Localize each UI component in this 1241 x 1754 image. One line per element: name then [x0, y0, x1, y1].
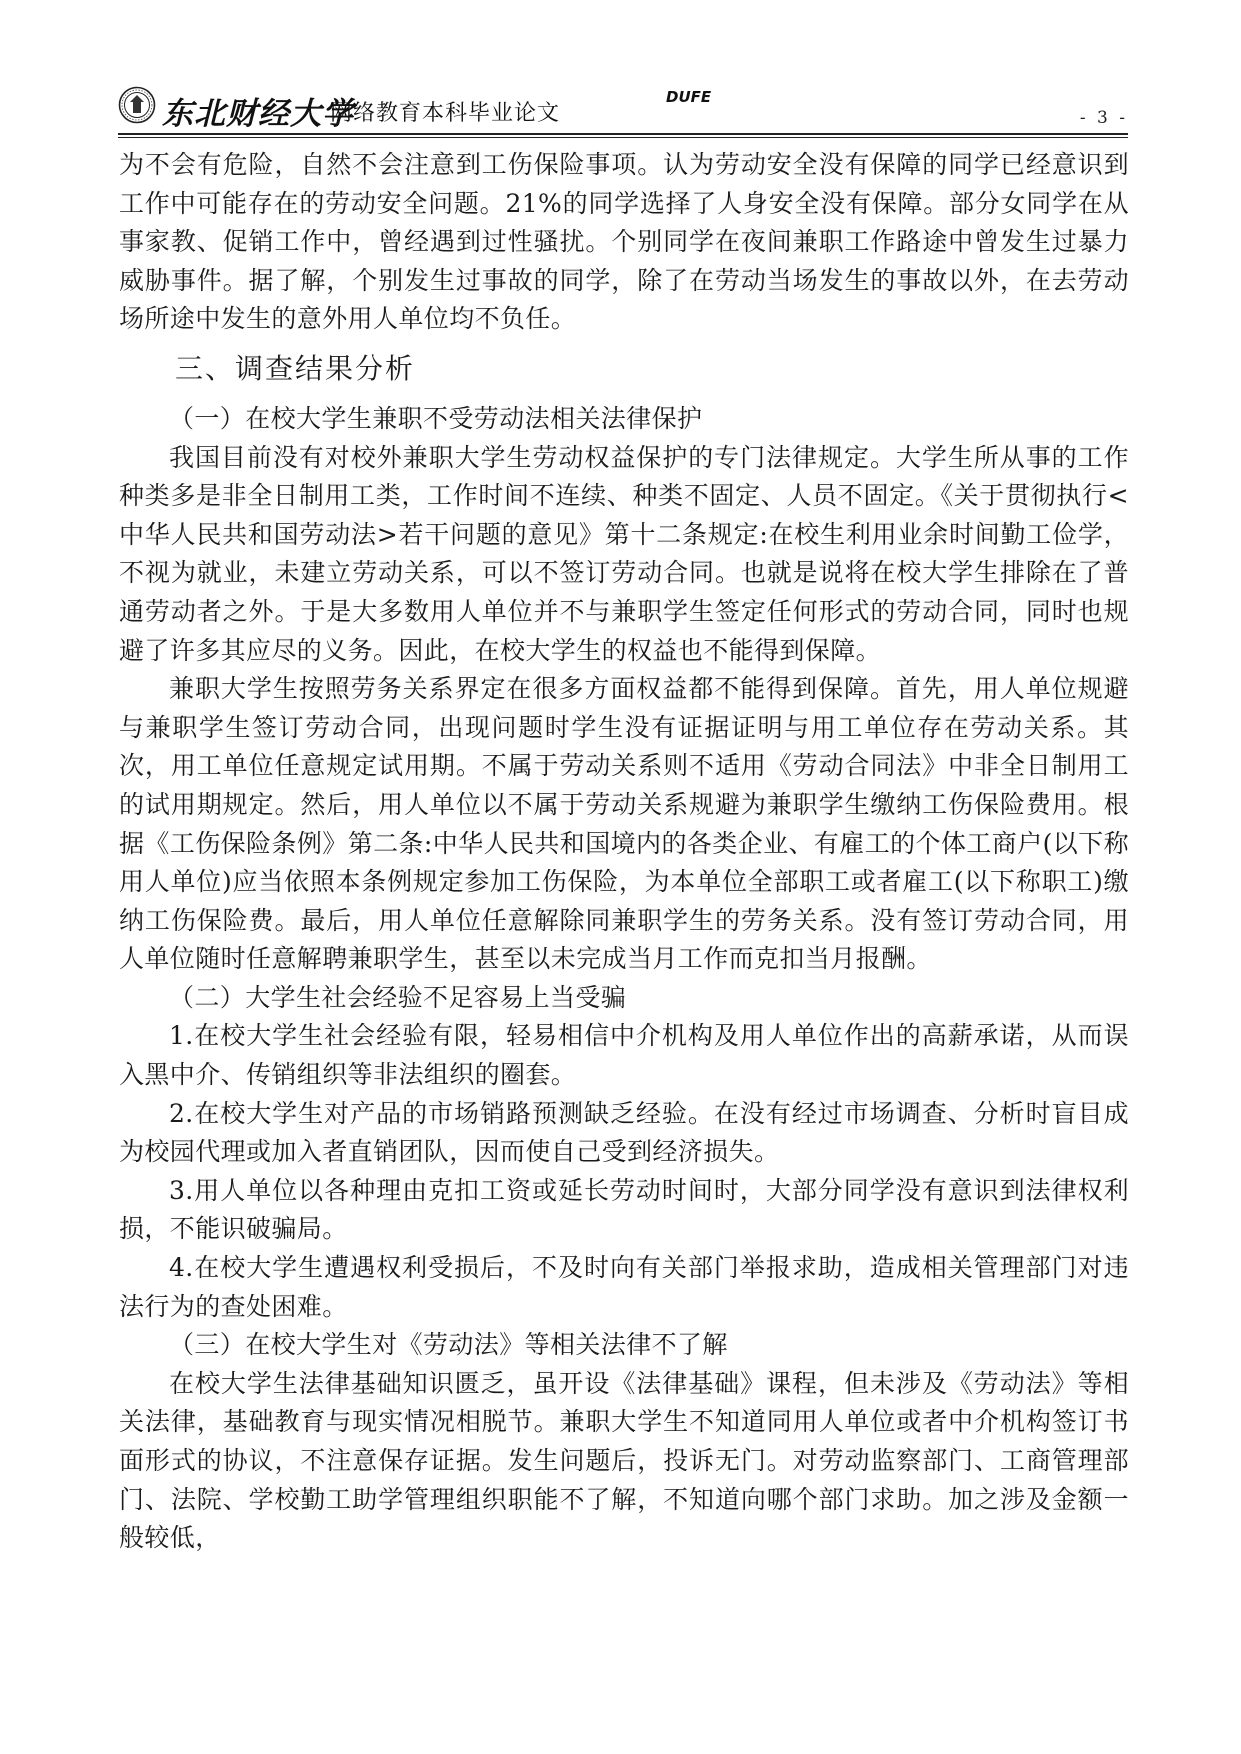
paragraph: 我国目前没有对校外兼职大学生劳动权益保护的专门法律规定。大学生所从事的工作种类多是非全日制用工类，工作时间不连续、种类不固定、人员不固定。《关于贯彻执行<中华人民共和国劳动法>若干问题的意见》第十二条规定:在校生利用业余时间勤工俭学，不视为就业，未建立劳动关系，可以不签订劳动合同。也就是说将在校大学生排除在了普通劳动者之外。于是大多数用人单位并不与兼职学生签定任何形式的劳动合同，同时也规避了许多其应尽的义务。因此，在校大学生的权益也不能得到保障。 — [119, 442, 1129, 665]
list-item: 1.在校大学生社会经验有限，轻易相信中介机构及用人单位作出的高薪承诺，从而误入黑中介、传销组织等非法组织的圈套。 — [119, 1021, 1129, 1090]
document-body — [119, 146, 1129, 1558]
subsection-heading: （三）在校大学生对《劳动法》等相关法律不了解 — [169, 1330, 728, 1360]
header-rule — [118, 133, 1128, 135]
university-name: 东北财经大学 — [162, 96, 354, 132]
page-header — [118, 84, 1128, 132]
subsection-heading: （一）在校大学生兼职不受劳动法相关法律保护 — [169, 403, 703, 433]
list-item: 2.在校大学生对产品的市场销路预测缺乏经验。在没有经过市场调查、分析时盲目成为校园代理或加入者直销团队，因而使自己受到经济损失。 — [119, 1098, 1129, 1167]
dufe-brand-mark: DUFE — [666, 88, 712, 106]
header-subtitle: 网络教育本科毕业论文 — [330, 101, 561, 126]
section-heading: 三、调查结果分析 — [175, 351, 416, 385]
paragraph: 兼职大学生按照劳务关系界定在很多方面权益都不能得到保障。首先，用人单位规避与兼职学生签订劳动合同，出现问题时学生没有证据证明与用工单位存在劳动关系。其次，用工单位任意规定试用期。不属于劳动关系则不适用《劳动合同法》中非全日制用工的试用期规定。然后，用人单位以不属于劳动关系规避为兼职学生缴纳工伤保险费用。根据《工伤保险条例》第二条:中华人民共和国境内的各类企业、有雇工的个体工商户(以下称用人单位)应当依照本条例规定参加工伤保险，为本单位全部职工或者雇工(以下称职工)缴纳工伤保险费。最后，用人单位任意解除同兼职学生的劳务关系。没有签订劳动合同，用人单位随时任意解聘兼职学生，甚至以未完成当月工作而克扣当月报酬。 — [119, 674, 1129, 974]
list-item: 3.用人单位以各种理由克扣工资或延长劳动时间时，大部分同学没有意识到法律权利损，不能识破骗局。 — [119, 1175, 1129, 1244]
subsection-heading: （二）大学生社会经验不足容易上当受骗 — [169, 982, 627, 1012]
page-number: - 3 - — [1079, 108, 1128, 128]
university-seal-icon — [118, 86, 156, 124]
paragraph: 为不会有危险，自然不会注意到工伤保险事项。认为劳动安全没有保障的同学已经意识到工作中可能存在的劳动安全问题。21%的同学选择了人身安全没有保障。部分女同学在从事家教、促销工作中，曾经遇到过性骚扰。个别同学在夜间兼职工作路途中曾发生过暴力威胁事件。据了解，个别发生过事故的同学，除了在劳动当场发生的事故以外，在去劳动场所途中发生的意外用人单位均不负任。 — [119, 150, 1129, 334]
paragraph: 在校大学生法律基础知识匮乏，虽开设《法律基础》课程，但未涉及《劳动法》等相关法律，基础教育与现实情况相脱节。兼职大学生不知道同用人单位或者中介机构签订书面形式的协议，不注意保存证据。发生问题后，投诉无门。对劳动监察部门、工商管理部门、法院、学校勤工助学管理组织职能不了解，不知道向哪个部门求助。加之涉及金额一般较低， — [119, 1368, 1129, 1553]
list-item: 4.在校大学生遭遇权利受损后，不及时向有关部门举报求助，造成相关管理部门对违法行为的查处困难。 — [119, 1253, 1129, 1321]
header-rule-thin — [118, 137, 1128, 138]
